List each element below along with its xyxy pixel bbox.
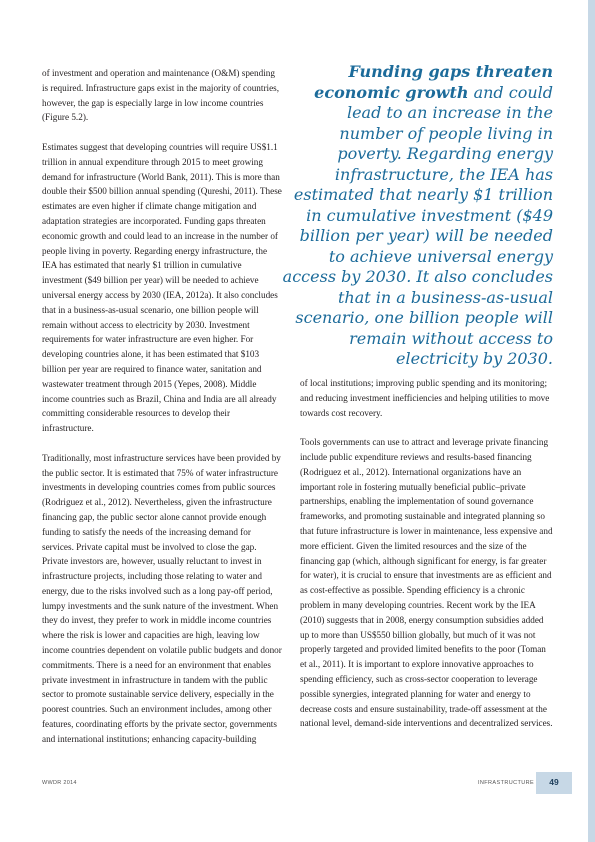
left-paragraph-2: Estimates suggest that developing countries will require US$1.1 trillion in annual expenditure through 2015 to meet growing demand for infrastructure (World Bank, 2011). This is more than double their $500 billion annual spending (Qureshi, 2011). These estimates are even higher if climate change mitigation and adaptation strategies are incorporated. Funding gaps threaten economic growth and could lead to an increase in the number of people living in poverty. Regarding energy infrastructure, the IEA has estimated that nearly $1 trillion in cumulative investment ($49 billion per year) will be needed to achieve universal energy access by 2030 (IEA, 2012a). It also concludes that in a business-as-usual scenario, one billion people will remain without access to electricity by 2030. Investment requirements for water infrastructure are even higher. For developing countries alone, it has been estimated that $103 billion per year are required to finance water, sanitation and wastewater treatment through 2015 (Yepes, 2008). Middle income countries such as Brazil, China and India are all already committing considerable resources to develop their infrastructure. [42, 141, 282, 434]
page-number-box [536, 772, 572, 794]
right-column [300, 376, 554, 746]
right-paragraph-2: Tools governments can use to attract and leverage private financing include public expenditure reviews and results-based financing (Rodriguez et al., 2012). International organizations have an important role in fostering mutually beneficial public–private partnerships, enabling the implementation of sound governance frameworks, and promoting sustainable and integrated planning so that future infrastructure is lower in maintenance, less expensive and more efficient. Given the limited resources and the size of the financing gap (which, although significant for energy, is far greater for water), it is crucial to ensure that investments are as efficient and as cost-effective as possible. Spending efficiency is a chronic problem in many developing countries. Recent work by the IEA (2010) suggests that in 2008, energy consumption subsidies added up to more than US$550 billion globally, but much of it was not properly targeted and provided limited benefits to the poor (Toman et al., 2011). It is important to explore innovative approaches to spending efficiency, such as cross-sector cooperation to leverage possible synergies, integrated planning for water and energy to decrease costs and ensure sustainability, trade-off assessment at the national level, demand-side interventions and decentralized services. [300, 437, 553, 729]
pull-quote-body: and could lead to an increase in the number of people living in poverty. Regarding energy infrastructure, the IEA has estimated that nearly $1 trillion in cumulative investment ($49 billion per year) will be needed to achieve universal energy access by 2030. It also concludes that in a business-as-usual scenario, one billion people will remain without access to electricity by 2030. [282, 82, 553, 368]
left-paragraph-3: Traditionally, most infrastructure services have been provided by the public sector. It is estimated that 75% of water infrastructure investments in developing countries comes from public sources (Rodriguez et al., 2012). Nevertheless, given the infrastructure financing gap, the public sector alone cannot provide enough funding to satisfy the needs of the increasing demand for services. Private capital must be involved to close the gap. Private investors are, however, usually reluctant to invest in infrastructure projects, including those relating to water and energy, due to the risks involved such as a long pay-off period, lumpy investments and the sunk nature of the investment. When they do invest, they prefer to work in middle income countries where the risk is lower and capacities are high, leaving low income countries dependent on volatile public budgets and donor commitments. There is a need for an environment that enables private investment in infrastructure in tandem with the public sector to promote sustainable service delivery, especially in the poorest countries. Such an environment includes, among other features, coordinating efforts by the private sector, governments and international institutions; enhancing capacity-building [42, 452, 282, 744]
left-column [42, 66, 282, 761]
page-edge-strip [588, 0, 595, 842]
pull-quote [280, 62, 553, 370]
left-paragraph-1: of investment and operation and maintenance (O&M) spending is required. Infrastructure gaps exist in the majority of countries, however, the gap is especially large in low income countries (Figure 5.2). [42, 68, 280, 123]
footer-section-title: INFRASTRUCTURE [478, 780, 535, 786]
footer-report-title: WWDR 2014 [42, 780, 77, 786]
page-number: 49 [549, 777, 559, 787]
pull-quote-lead: Funding gaps threaten economic growth [314, 62, 553, 102]
right-paragraph-1: of local institutions; improving public spending and its monitoring; and reducing investment inefficiencies and helping utilities to move towards cost recovery. [300, 378, 550, 418]
